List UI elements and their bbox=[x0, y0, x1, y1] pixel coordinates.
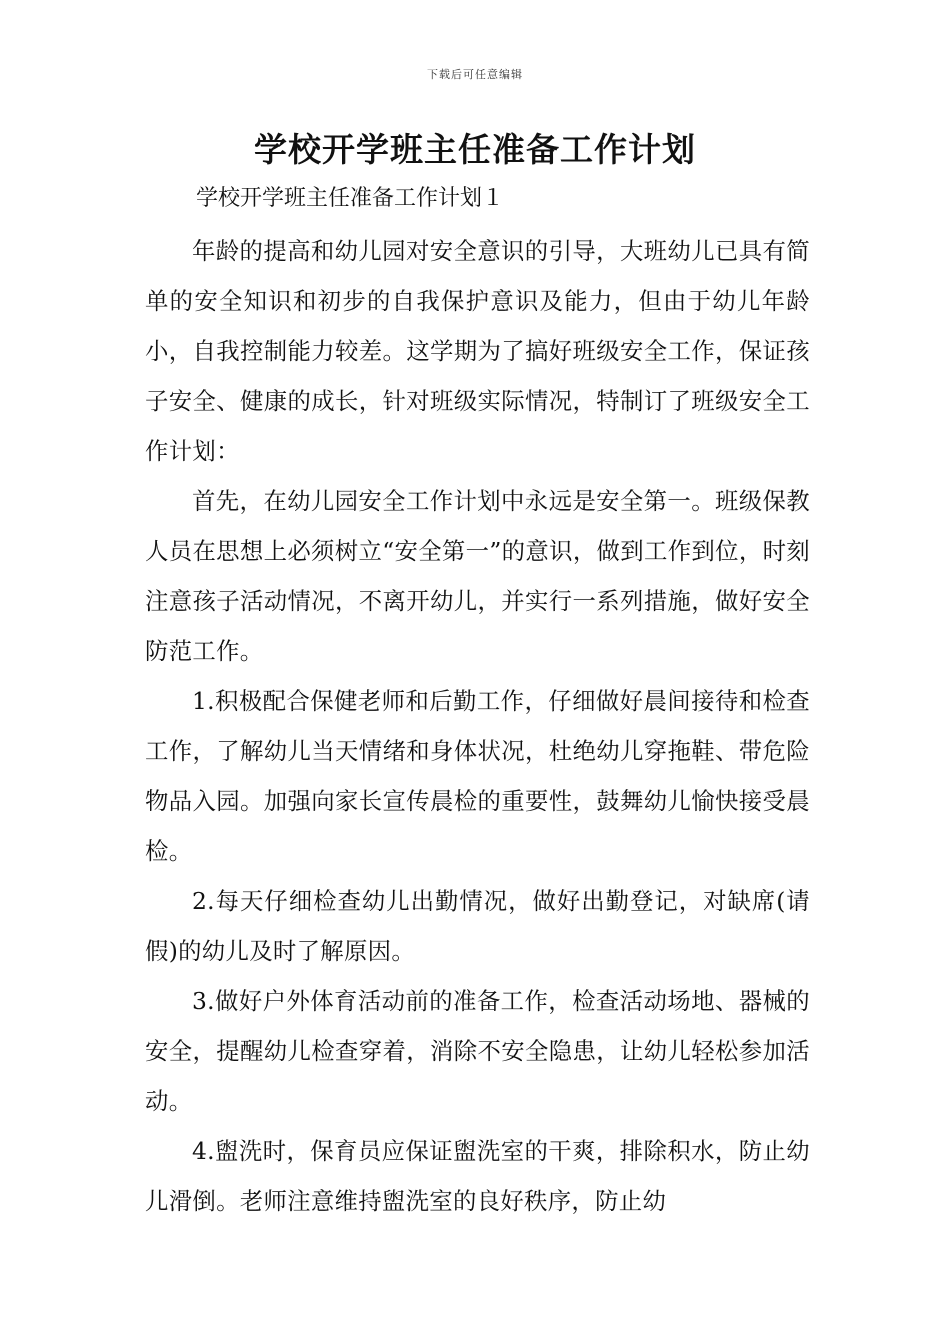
document-title: 学校开学班主任准备工作计划 bbox=[254, 130, 696, 169]
paragraph-item-3: 3.做好户外体育活动前的准备工作，检查活动场地、器械的安全，提醒幼儿检查穿着，消除不安全隐患，让幼儿轻松参加活动。 bbox=[145, 987, 810, 1115]
paragraph-item-1: 1.积极配合保健老师和后勤工作，仔细做好晨间接待和检查工作，了解幼儿当天情绪和身体状况，杜绝幼儿穿拖鞋、带危险物品入园。加强向家长宣传晨检的重要性，鼓舞幼儿愉快接受晨检。 bbox=[145, 687, 810, 865]
header-note: 下载后可任意编辑 bbox=[427, 68, 523, 81]
paragraph-item-2: 2.每天仔细检查幼儿出勤情况，做好出勤登记，对缺席(请假)的幼儿及时了解原因。 bbox=[145, 887, 810, 965]
document-subtitle: 学校开学班主任准备工作计划１ bbox=[196, 186, 505, 211]
paragraph-intro: 年龄的提高和幼儿园对安全意识的引导，大班幼儿已具有简单的安全知识和初步的自我保护意识及能力，但由于幼儿年龄小，自我控制能力较差。这学期为了搞好班级安全工作，保证孩子安全、健康的成长，针对班级实际情况，特制订了班级安全工作计划： bbox=[145, 237, 810, 465]
paragraph-item-4: 4.盥洗时，保育员应保证盥洗室的干爽，排除积水，防止幼儿滑倒。老师注意维持盥洗室的良好秩序，防止幼 bbox=[145, 1137, 810, 1215]
paragraph-safety-first: 首先，在幼儿园安全工作计划中永远是安全第一。班级保教人员在思想上必须树立“安全第一”的意识，做到工作到位，时刻注意孩子活动情况，不离开幼儿，并实行一系列措施，做好安全防范工作。 bbox=[145, 487, 810, 665]
document-body bbox=[145, 226, 810, 1226]
